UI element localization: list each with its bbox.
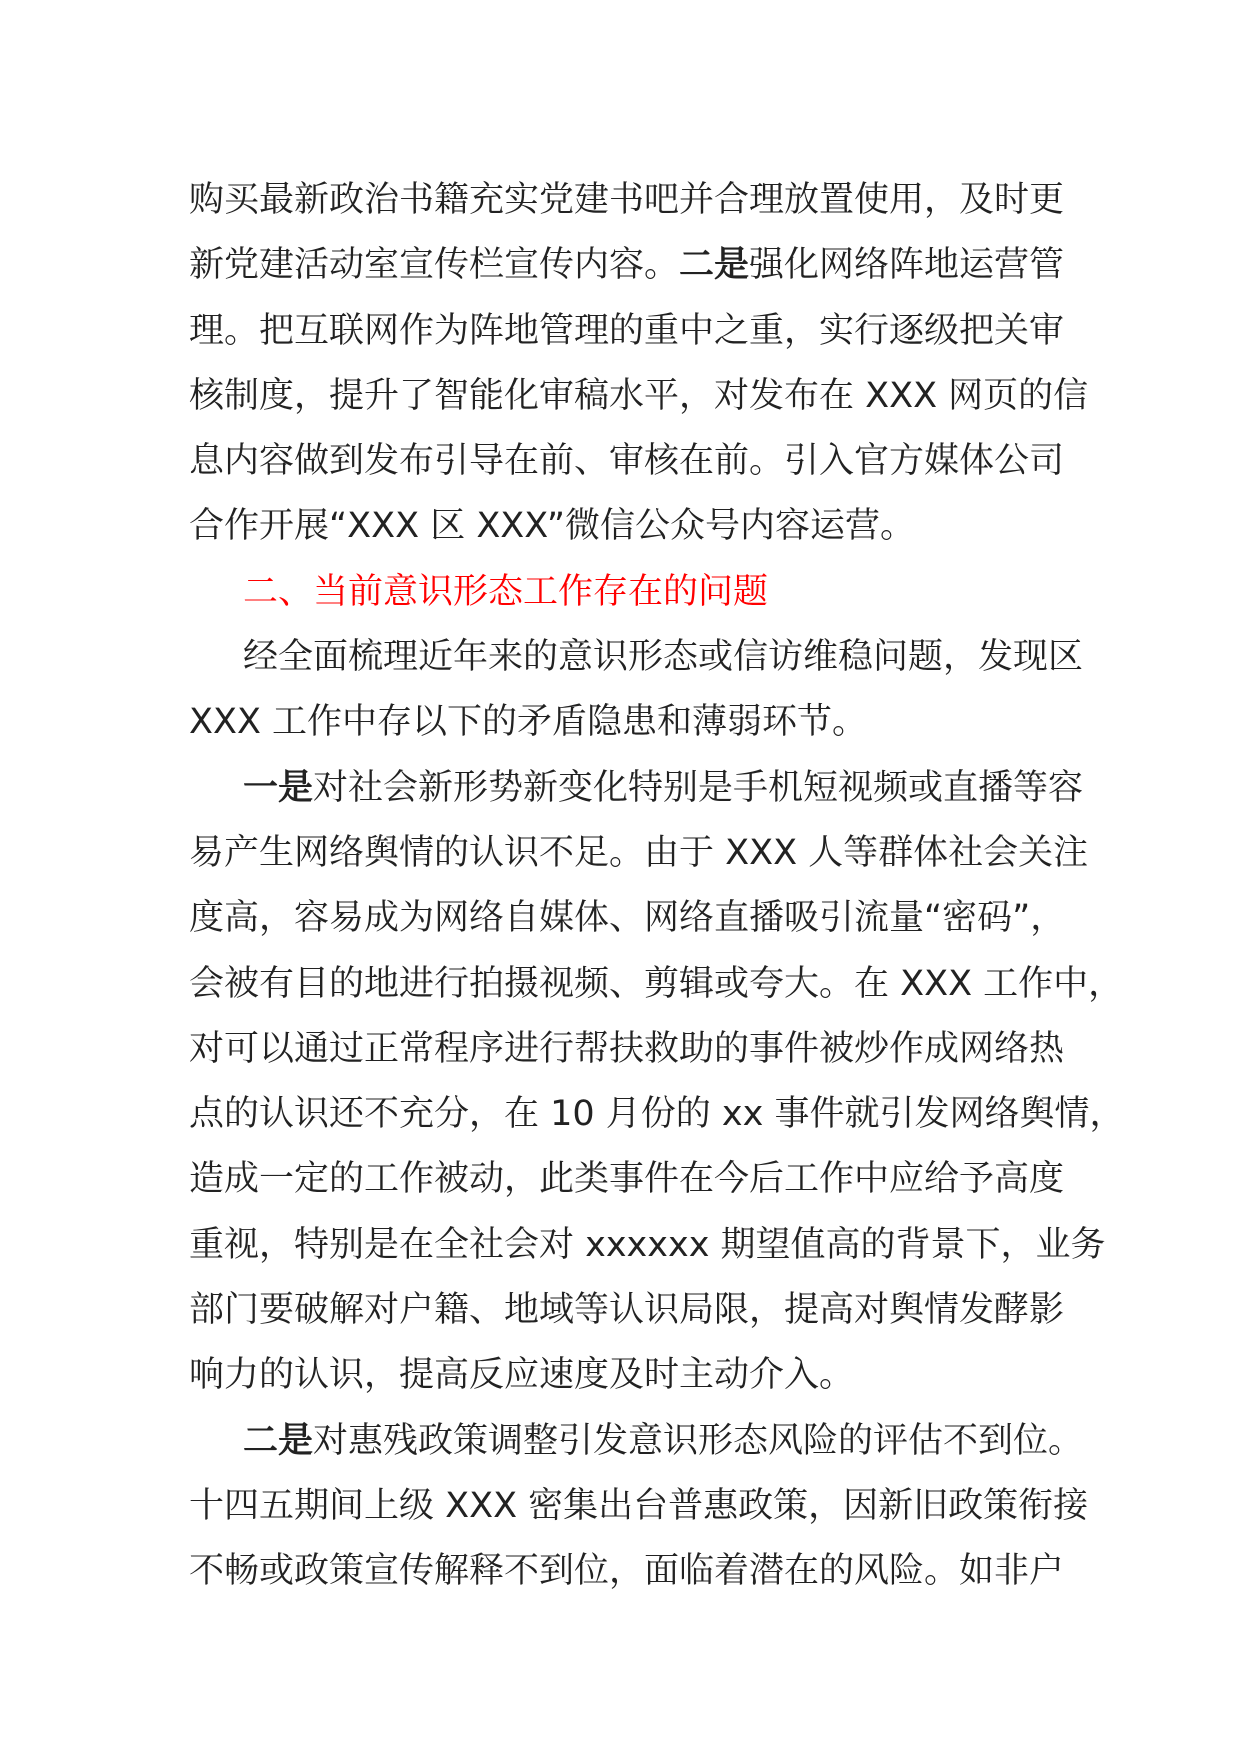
emphasis-label: 二是 — [243, 1420, 314, 1461]
paragraph-line — [189, 233, 1069, 298]
paragraph-line: XXX 工作中存以下的矛盾隐患和薄弱环节。 — [189, 702, 868, 743]
paragraph-line: 十四五期间上级 XXX 密集出台普惠政策，因新旧政策衔接 — [189, 1485, 1089, 1526]
document-body — [189, 168, 1125, 1605]
paragraph-line: 易产生网络舆情的认识不足。由于 XXX 人等群体社会关注 — [189, 832, 1089, 873]
paragraph-line: 核制度，提升了智能化审稿水平，对发布在 XXX 网页的信 — [189, 375, 1089, 416]
paragraph-line: 部门要破解对户籍、地域等认识局限，提高对舆情发酵影 — [189, 1290, 1065, 1331]
paragraph-line: 经全面梳理近年来的意识形态或信访维稳问题，发现区 — [243, 637, 1084, 678]
paragraph-line: 响力的认识，提高反应速度及时主动介入。 — [189, 1355, 855, 1396]
line-text: 新党建活动室宣传栏宣传内容。 — [189, 245, 680, 286]
paragraph-line: 购买最新政治书籍充实党建书吧并合理放置使用，及时更 — [189, 180, 1065, 220]
paragraph-line — [189, 756, 1084, 821]
section-heading: 二、当前意识形态工作存在的问题 — [243, 571, 769, 612]
paragraph-line: 点的认识还不充分，在 10 月份的 xx 事件就引发网络舆情， — [189, 1094, 1125, 1135]
paragraph-line: 息内容做到发布引导在前、审核在前。引入官方媒体公司 — [189, 441, 1065, 482]
emphasis-label: 一是 — [243, 767, 314, 808]
paragraph-line: 重视，特别是在全社会对 xxxxxx 期望值高的背景下，业务 — [189, 1224, 1106, 1265]
paragraph-line: 合作开展“XXX 区 XXX”微信公众号内容运营。 — [189, 506, 915, 547]
line-text: 对社会新形势新变化特别是手机短视频或直播等容 — [313, 767, 1084, 808]
line-text: 强化网络阵地运营管 — [749, 245, 1065, 286]
paragraph-line — [189, 1409, 1084, 1474]
paragraph-line: 会被有目的地进行拍摄视频、剪辑或夸大。在 XXX 工作中， — [189, 963, 1124, 1004]
line-text: 对惠残政策调整引发意识形态风险的评估不到位。 — [313, 1420, 1084, 1461]
paragraph-line: 对可以通过正常程序进行帮扶救助的事件被炒作成网络热 — [189, 1028, 1065, 1069]
emphasis-label: 二是 — [679, 245, 750, 286]
paragraph-line: 不畅或政策宣传解释不到位，面临着潜在的风险。如非户 — [189, 1551, 1065, 1592]
paragraph-line: 度高，容易成为网络自媒体、网络直播吸引流量“密码”， — [189, 898, 1066, 939]
paragraph-line: 理。把互联网作为阵地管理的重中之重，实行逐级把关审 — [189, 310, 1065, 351]
paragraph-line: 造成一定的工作被动，此类事件在今后工作中应给予高度 — [189, 1159, 1065, 1200]
